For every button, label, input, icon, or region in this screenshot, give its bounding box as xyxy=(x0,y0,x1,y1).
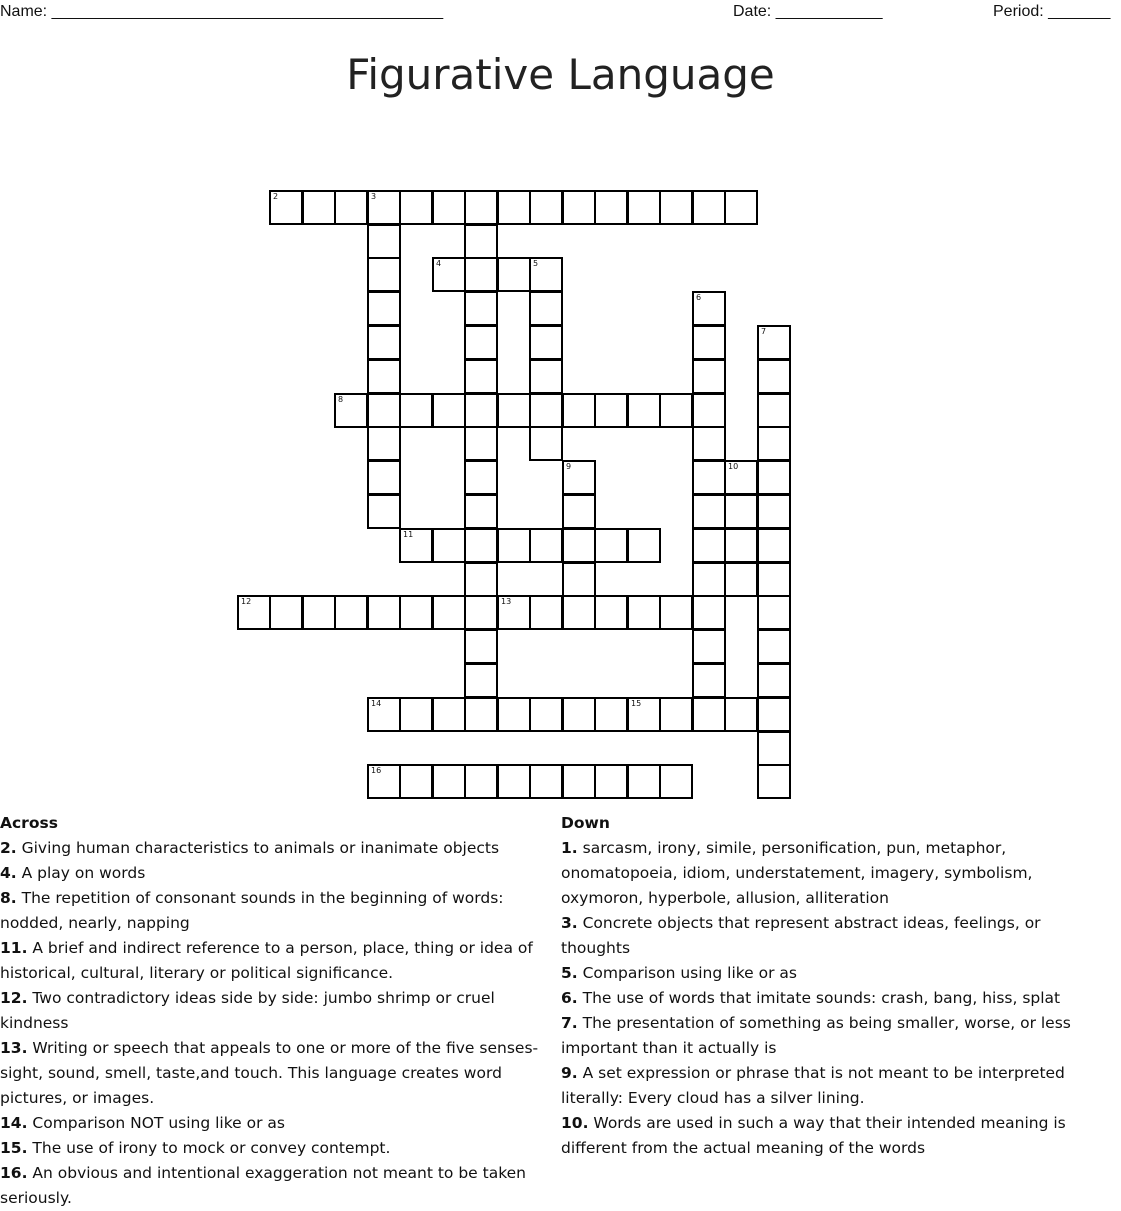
crossword-cell[interactable] xyxy=(432,595,466,630)
crossword-cell[interactable] xyxy=(757,764,791,799)
crossword-cell[interactable] xyxy=(269,190,303,225)
crossword-cell[interactable] xyxy=(464,528,498,563)
clue-text: The use of irony to mock or convey contempt. xyxy=(27,1139,391,1157)
clue-number-label: 4. xyxy=(0,864,17,882)
clue-number: 4 xyxy=(436,259,442,268)
crossword-cell[interactable] xyxy=(692,393,726,428)
crossword-cell[interactable] xyxy=(529,190,563,225)
crossword-cell[interactable] xyxy=(757,562,791,597)
crossword-cell[interactable] xyxy=(464,393,498,428)
clue-number-label: 7. xyxy=(561,1014,578,1032)
crossword-cell[interactable] xyxy=(497,764,531,799)
crossword-cell[interactable] xyxy=(529,697,563,732)
crossword-cell[interactable] xyxy=(302,190,336,225)
down-heading: Down xyxy=(561,814,610,832)
crossword-cell[interactable] xyxy=(724,190,758,225)
crossword-cell[interactable] xyxy=(692,562,726,597)
across-clue-list xyxy=(0,836,552,1211)
clue-number-label: 6. xyxy=(561,989,578,1007)
crossword-cell[interactable] xyxy=(692,494,726,529)
crossword-cell[interactable] xyxy=(757,663,791,698)
clue-number-label: 13. xyxy=(0,1039,28,1057)
crossword-cell[interactable] xyxy=(692,629,726,664)
down-clue xyxy=(561,911,1101,961)
crossword-cell[interactable] xyxy=(399,528,433,563)
crossword-cell[interactable] xyxy=(367,190,401,225)
clue-text: Comparison NOT using like or as xyxy=(27,1114,285,1132)
across-clue xyxy=(0,1036,552,1111)
crossword-cell[interactable] xyxy=(757,426,791,461)
crossword-cell[interactable] xyxy=(529,359,563,394)
crossword-cell[interactable] xyxy=(692,359,726,394)
clue-text: Giving human characteristics to animals or inanimate objects xyxy=(16,839,500,857)
crossword-cell[interactable] xyxy=(529,426,563,461)
crossword-cell[interactable] xyxy=(627,764,661,799)
crossword-cell[interactable] xyxy=(562,494,596,529)
crossword-cell[interactable] xyxy=(562,393,596,428)
crossword-cell[interactable] xyxy=(594,393,628,428)
crossword-cell[interactable] xyxy=(529,764,563,799)
crossword-cell[interactable] xyxy=(302,595,336,630)
crossword-cell[interactable] xyxy=(757,460,791,495)
crossword-cell[interactable] xyxy=(692,460,726,495)
clue-number-label: 8. xyxy=(0,889,17,907)
crossword-cell[interactable] xyxy=(562,595,596,630)
crossword-cell[interactable] xyxy=(562,190,596,225)
clue-number: 2 xyxy=(273,192,279,201)
clue-number-label: 9. xyxy=(561,1064,578,1082)
clue-text: Comparison using like or as xyxy=(577,964,797,982)
clue-number: 9 xyxy=(566,462,572,471)
clue-text: Writing or speech that appeals to one or more of the five senses- sight, sound, smell, taste,and touch. This language creates word pictures, or images. xyxy=(0,1039,539,1107)
crossword-cell[interactable] xyxy=(529,595,563,630)
across-clues xyxy=(0,811,552,1211)
crossword-cell[interactable] xyxy=(497,393,531,428)
crossword-cell[interactable] xyxy=(757,595,791,630)
across-clue xyxy=(0,986,552,1036)
clue-number: 6 xyxy=(696,293,702,302)
crossword-cell[interactable] xyxy=(367,325,401,360)
crossword-cell[interactable] xyxy=(464,494,498,529)
crossword-cell[interactable] xyxy=(529,393,563,428)
clue-number-label: 14. xyxy=(0,1114,28,1132)
crossword-cell[interactable] xyxy=(529,257,563,292)
crossword-cell[interactable] xyxy=(464,325,498,360)
clue-number: 5 xyxy=(533,259,539,268)
crossword-cell[interactable] xyxy=(334,190,368,225)
crossword-cell[interactable] xyxy=(692,528,726,563)
crossword-cell[interactable] xyxy=(659,190,693,225)
crossword-cell[interactable] xyxy=(724,562,758,597)
crossword-cell[interactable] xyxy=(497,190,531,225)
across-clue xyxy=(0,1136,552,1161)
across-clue xyxy=(0,861,552,886)
clue-number-label: 16. xyxy=(0,1164,28,1182)
crossword-cell[interactable] xyxy=(432,393,466,428)
clue-number: 15 xyxy=(631,699,642,708)
crossword-cell[interactable] xyxy=(594,190,628,225)
across-heading: Across xyxy=(0,814,58,832)
crossword-cell[interactable] xyxy=(464,224,498,259)
crossword-cell[interactable] xyxy=(692,426,726,461)
crossword-cell[interactable] xyxy=(627,595,661,630)
crossword-cell[interactable] xyxy=(464,663,498,698)
crossword-cell[interactable] xyxy=(724,697,758,732)
clue-number-label: 1. xyxy=(561,839,578,857)
crossword-cell[interactable] xyxy=(432,528,466,563)
crossword-cell[interactable] xyxy=(692,663,726,698)
across-clue xyxy=(0,936,552,986)
crossword-cell[interactable] xyxy=(757,325,791,360)
crossword-cell[interactable] xyxy=(367,291,401,326)
crossword-cell[interactable] xyxy=(464,629,498,664)
crossword-cell[interactable] xyxy=(627,528,661,563)
crossword-cell[interactable] xyxy=(497,528,531,563)
clue-number: 14 xyxy=(371,699,382,708)
crossword-cell[interactable] xyxy=(659,393,693,428)
clue-text: An obvious and intentional exaggeration not meant to be taken seriously. xyxy=(0,1164,526,1207)
clue-text: A set expression or phrase that is not meant to be interpreted literally: Every cloud has a silver lining. xyxy=(561,1064,1065,1107)
crossword-cell[interactable] xyxy=(497,697,531,732)
crossword-cell[interactable] xyxy=(757,494,791,529)
clue-number: 12 xyxy=(241,597,252,606)
across-clue xyxy=(0,886,552,936)
clue-number: 7 xyxy=(761,327,767,336)
crossword-cell[interactable] xyxy=(432,697,466,732)
crossword-cell[interactable] xyxy=(692,291,726,326)
across-clue xyxy=(0,836,552,861)
down-clue xyxy=(561,1011,1101,1061)
name-field[interactable]: Name: ____________________________________________ xyxy=(0,3,444,20)
crossword-cell[interactable] xyxy=(367,764,401,799)
crossword-cell[interactable] xyxy=(399,190,433,225)
clue-text: sarcasm, irony, simile, personification, pun, metaphor, onomatopoeia, idiom, understatement, imagery, symbolism, oxymoron, hyperbole, allusion, alliteration xyxy=(561,839,1033,907)
crossword-cell[interactable] xyxy=(367,426,401,461)
crossword-cell[interactable] xyxy=(692,190,726,225)
page-title: Figurative Language xyxy=(346,50,775,99)
crossword-cell[interactable] xyxy=(367,359,401,394)
crossword-cell[interactable] xyxy=(659,697,693,732)
down-clue xyxy=(561,836,1101,911)
crossword-cell[interactable] xyxy=(529,528,563,563)
crossword-cell[interactable] xyxy=(757,629,791,664)
crossword-cell[interactable] xyxy=(399,393,433,428)
crossword-cell[interactable] xyxy=(724,460,758,495)
crossword-cell[interactable] xyxy=(529,291,563,326)
crossword-cell[interactable] xyxy=(594,528,628,563)
crossword-cell[interactable] xyxy=(367,697,401,732)
crossword-cell[interactable] xyxy=(757,731,791,766)
clue-text: The presentation of something as being smaller, worse, or less important than it actually is xyxy=(561,1014,1071,1057)
crossword-cell[interactable] xyxy=(529,325,563,360)
crossword-cell[interactable] xyxy=(464,190,498,225)
down-clue-list xyxy=(561,836,1101,1161)
crossword-cell[interactable] xyxy=(659,595,693,630)
crossword-cell[interactable] xyxy=(562,562,596,597)
crossword-cell[interactable] xyxy=(367,494,401,529)
crossword-cell[interactable] xyxy=(627,393,661,428)
crossword-cell[interactable] xyxy=(757,697,791,732)
across-clue xyxy=(0,1161,552,1211)
clue-number: 16 xyxy=(371,766,382,775)
crossword-cell[interactable] xyxy=(464,595,498,630)
crossword-cell[interactable] xyxy=(399,595,433,630)
crossword-cell[interactable] xyxy=(367,460,401,495)
clue-number-label: 15. xyxy=(0,1139,28,1157)
clue-number: 10 xyxy=(728,462,739,471)
down-clue xyxy=(561,1111,1101,1161)
clue-number-label: 5. xyxy=(561,964,578,982)
down-clue xyxy=(561,961,1101,986)
clue-text: A brief and indirect reference to a person, place, thing or idea of historical, cultural, literary or political significance. xyxy=(0,939,533,982)
crossword-cell[interactable] xyxy=(757,359,791,394)
crossword-cell[interactable] xyxy=(692,325,726,360)
crossword-cell[interactable] xyxy=(659,764,693,799)
clue-number: 3 xyxy=(371,192,377,201)
date-field[interactable]: Date: ____________ xyxy=(733,3,883,20)
crossword-cell[interactable] xyxy=(367,595,401,630)
crossword-cell[interactable] xyxy=(562,697,596,732)
clue-number-label: 2. xyxy=(0,839,17,857)
clue-number-label: 11. xyxy=(0,939,28,957)
clue-number-label: 10. xyxy=(561,1114,589,1132)
clue-text: Two contradictory ideas side by side: jumbo shrimp or cruel kindness xyxy=(0,989,495,1032)
crossword-cell[interactable] xyxy=(367,257,401,292)
crossword-cell[interactable] xyxy=(432,764,466,799)
crossword-cell[interactable] xyxy=(399,764,433,799)
crossword-cell[interactable] xyxy=(464,460,498,495)
crossword-cell[interactable] xyxy=(594,764,628,799)
clue-number: 8 xyxy=(338,395,344,404)
crossword-cell[interactable] xyxy=(757,393,791,428)
crossword-cell[interactable] xyxy=(464,257,498,292)
clue-text: A play on words xyxy=(16,864,146,882)
crossword-cell[interactable] xyxy=(497,595,531,630)
crossword-cell[interactable] xyxy=(627,697,661,732)
crossword-cell[interactable] xyxy=(497,257,531,292)
period-field[interactable]: Period: _______ xyxy=(993,3,1111,20)
crossword-cell[interactable] xyxy=(464,291,498,326)
crossword-cell[interactable] xyxy=(724,528,758,563)
across-clue xyxy=(0,1111,552,1136)
clue-number-label: 12. xyxy=(0,989,28,1007)
crossword-cell[interactable] xyxy=(269,595,303,630)
crossword-cell[interactable] xyxy=(367,393,401,428)
clue-text: Words are used in such a way that their intended meaning is different from the actual meaning of the words xyxy=(561,1114,1066,1157)
crossword-cell[interactable] xyxy=(334,393,368,428)
crossword-cell[interactable] xyxy=(464,562,498,597)
crossword-cell[interactable] xyxy=(594,697,628,732)
down-clue xyxy=(561,1061,1101,1111)
down-clue xyxy=(561,986,1101,1011)
down-clues xyxy=(561,811,1101,1161)
clue-number: 13 xyxy=(501,597,512,606)
crossword-cell[interactable] xyxy=(724,494,758,529)
crossword-cell[interactable] xyxy=(432,257,466,292)
clue-number: 11 xyxy=(403,530,414,539)
crossword-cell[interactable] xyxy=(237,595,271,630)
crossword-cell[interactable] xyxy=(464,697,498,732)
crossword-cell[interactable] xyxy=(692,595,726,630)
crossword-cell[interactable] xyxy=(757,528,791,563)
crossword-cell[interactable] xyxy=(399,697,433,732)
crossword-cell[interactable] xyxy=(562,764,596,799)
crossword-cell[interactable] xyxy=(627,190,661,225)
crossword-cell[interactable] xyxy=(562,460,596,495)
clue-text: Concrete objects that represent abstract ideas, feelings, or thoughts xyxy=(561,914,1041,957)
clue-text: The use of words that imitate sounds: crash, bang, hiss, splat xyxy=(577,989,1061,1007)
clue-number-label: 3. xyxy=(561,914,578,932)
crossword-cell[interactable] xyxy=(334,595,368,630)
crossword-cell[interactable] xyxy=(367,224,401,259)
clue-text: The repetition of consonant sounds in the beginning of words: nodded, nearly, napping xyxy=(0,889,504,932)
crossword-cell[interactable] xyxy=(464,359,498,394)
crossword-cell[interactable] xyxy=(432,190,466,225)
crossword-cell[interactable] xyxy=(464,426,498,461)
crossword-cell[interactable] xyxy=(692,697,726,732)
crossword-cell[interactable] xyxy=(594,595,628,630)
crossword-cell[interactable] xyxy=(562,528,596,563)
crossword-cell[interactable] xyxy=(464,764,498,799)
